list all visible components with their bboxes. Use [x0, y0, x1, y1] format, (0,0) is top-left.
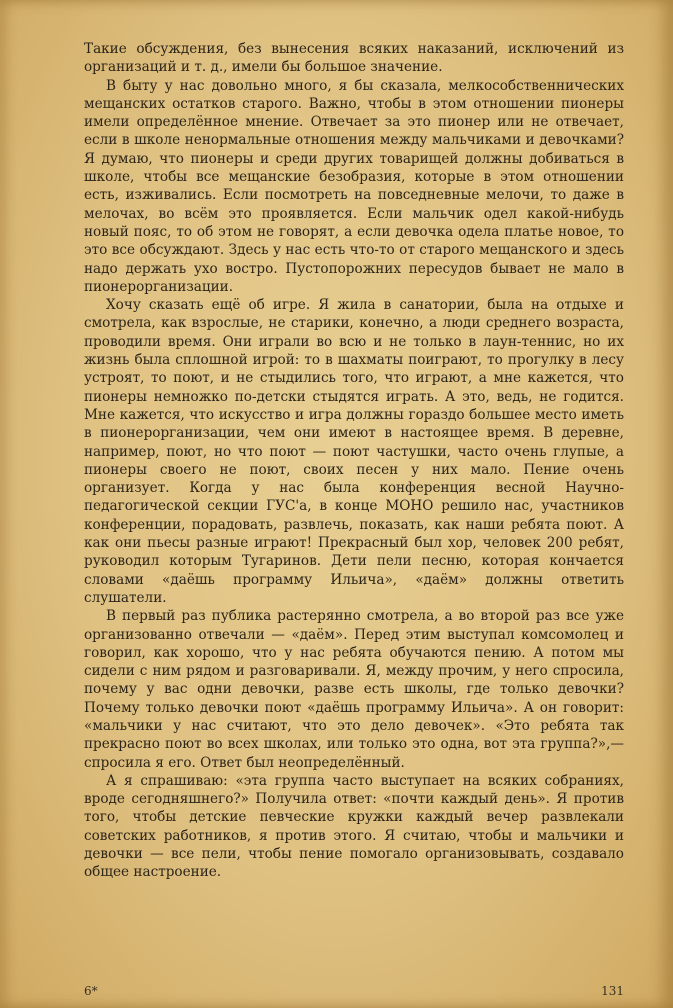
paragraph: В быту у нас довольно много, я бы сказала, мелкособственнических мещанских остатков старого. Важно, чтобы в этом отношении пионеры имели определённое мнение. Отвечает за это пионер или не отвечает, если в школе ненормальные отношения между мальчиками и девочками? Я думаю, что пионеры и среди других товарищей должны добиваться в школе, чтобы все мещанские безобразия, которые в этом отношении есть, изживались. Если посмотреть на повседневные мелочи, то даже в мелочах, во всём это проявляется. Если мальчик одел какой-нибудь новый пояс, то об этом не говорят, а если девочка одела платье новое, то это все обсуждают. Здесь у нас есть что-то от старого мещанского и здесь надо держать ухо востро. Пустопорожних пересудов бывает не мало в пионерорганизации. — [84, 77, 624, 295]
page-text — [84, 40, 624, 882]
signature-mark: 6* — [84, 984, 98, 998]
paragraph: Хочу сказать ещё об игре. Я жила в санатории, была на отдыхе и смотрела, как взрослые, не старики, конечно, а люди среднего возраста, проводили время. Они играли во всю и не только в лаун-теннис, но их жизнь была сплошной игрой: то в шахматы поиграют, то прогулку в лесу устроят, то поют, и не стыдились того, что играют, а мне кажется, что пионеры немножко по-детски стыдятся играть. А это, ведь, не годится. Мне кажется, что искусство и игра должны гораздо большее место иметь в пионерорганизации, чем они имеют в настоящее время. В деревне, например, поют, но что поют — поют частушки, часто очень глупые, а пионеры своего не поют, своих песен у них мало. Пение очень организует. Когда у нас была конференция весной Научно-педагогической секции ГУС'а, в конце МОНО решило нас, участников конференции, порадовать, развлечь, показать, как наши ребята поют. А как они пьесы разные играют! Прекрасный был хор, человек 200 ребят, руководил которым Тугаринов. Дети пели песню, которая кончается словами «даёшь программу Ильича», «даём» должны ответить слушатели. — [84, 297, 624, 606]
paragraph: Такие обсуждения, без вынесения всяких наказаний, исключений из организаций и т. д., имели бы большое значение. — [84, 41, 624, 76]
paragraph: А я спрашиваю: «эта группа часто выступает на всяких собраниях, вроде сегодняшнего?» Получила ответ: «почти каждый день». Я против того, чтобы детские певческие кружки каждый вечер развлекали советских работников, я против этого. Я считаю, чтобы и мальчики и девочки — все пели, чтобы пение помогало организовывать, создавало общее настроение. — [84, 772, 624, 881]
paragraph: В первый раз публика растерянно смотрела, а во второй раз все уже организованно отвечали — «даём». Перед этим выступал комсомолец и говорил, как хорошо, что у нас ребята обучаются пению. А потом мы сидели с ним рядом и разговаривали. Я, между прочим, у него спросила, почему у вас одни девочки, разве есть школы, где только девочки? Почему только девочки поют «даёшь программу Ильича». А он говорит: «мальчики у нас считают, что это дело девочек». «Это ребята так прекрасно поют во всех школах, или только это одна, вот эта группа?»,— спросила я его. Ответ был неопределённый. — [84, 608, 624, 771]
page-number: 131 — [601, 984, 624, 998]
